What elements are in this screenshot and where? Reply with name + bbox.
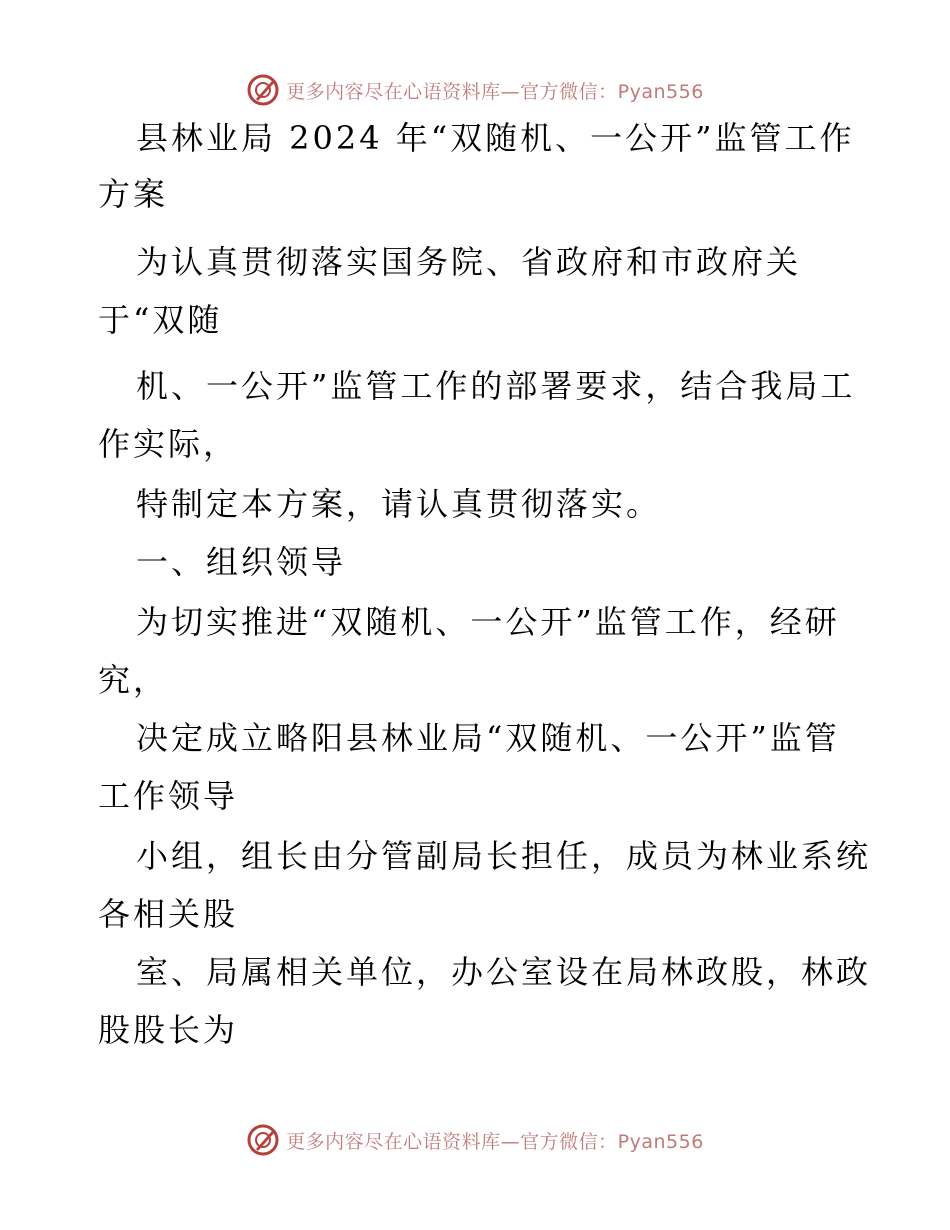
document-line: 特制定本方案，请认真贯彻落实。 (136, 485, 662, 523)
document-line: 决定成立略阳县林业局“双随机、一公开”监管 (136, 719, 840, 757)
header-watermark (0, 70, 950, 110)
document-line: 作实际， (98, 425, 239, 463)
document-line: 小组，组长由分管副局长担任，成员为林业系统 (136, 837, 872, 875)
document-line: 股股长为 (98, 1011, 239, 1049)
pen-logo-icon (246, 1123, 280, 1157)
document-line: 为认真贯彻落实国务院、省政府和市政府关 (136, 243, 802, 281)
footer-watermark (0, 1120, 950, 1160)
document-line: 一、组织领导 (136, 543, 347, 581)
document-line: 各相关股 (98, 895, 239, 933)
document-line: 县林业局 2024 年“双随机、一公开”监管工作 (136, 119, 855, 157)
document-line: 机、一公开”监管工作的部署要求，结合我局工 (136, 367, 856, 405)
document-line: 于“双随 (98, 301, 223, 339)
document-line: 方案 (98, 175, 169, 213)
document-line: 究， (98, 661, 169, 699)
watermark-text: 更多内容尽在心语资料库—官方微信：Pyan556 (286, 80, 704, 103)
document-line: 工作领导 (98, 777, 239, 815)
watermark-text: 更多内容尽在心语资料库—官方微信：Pyan556 (286, 1130, 704, 1153)
document-line: 为切实推进“双随机、一公开”监管工作，经研 (136, 603, 840, 641)
document-line: 室、局属相关单位，办公室设在局林政股，林政 (136, 953, 872, 991)
pen-logo-icon (246, 73, 280, 107)
